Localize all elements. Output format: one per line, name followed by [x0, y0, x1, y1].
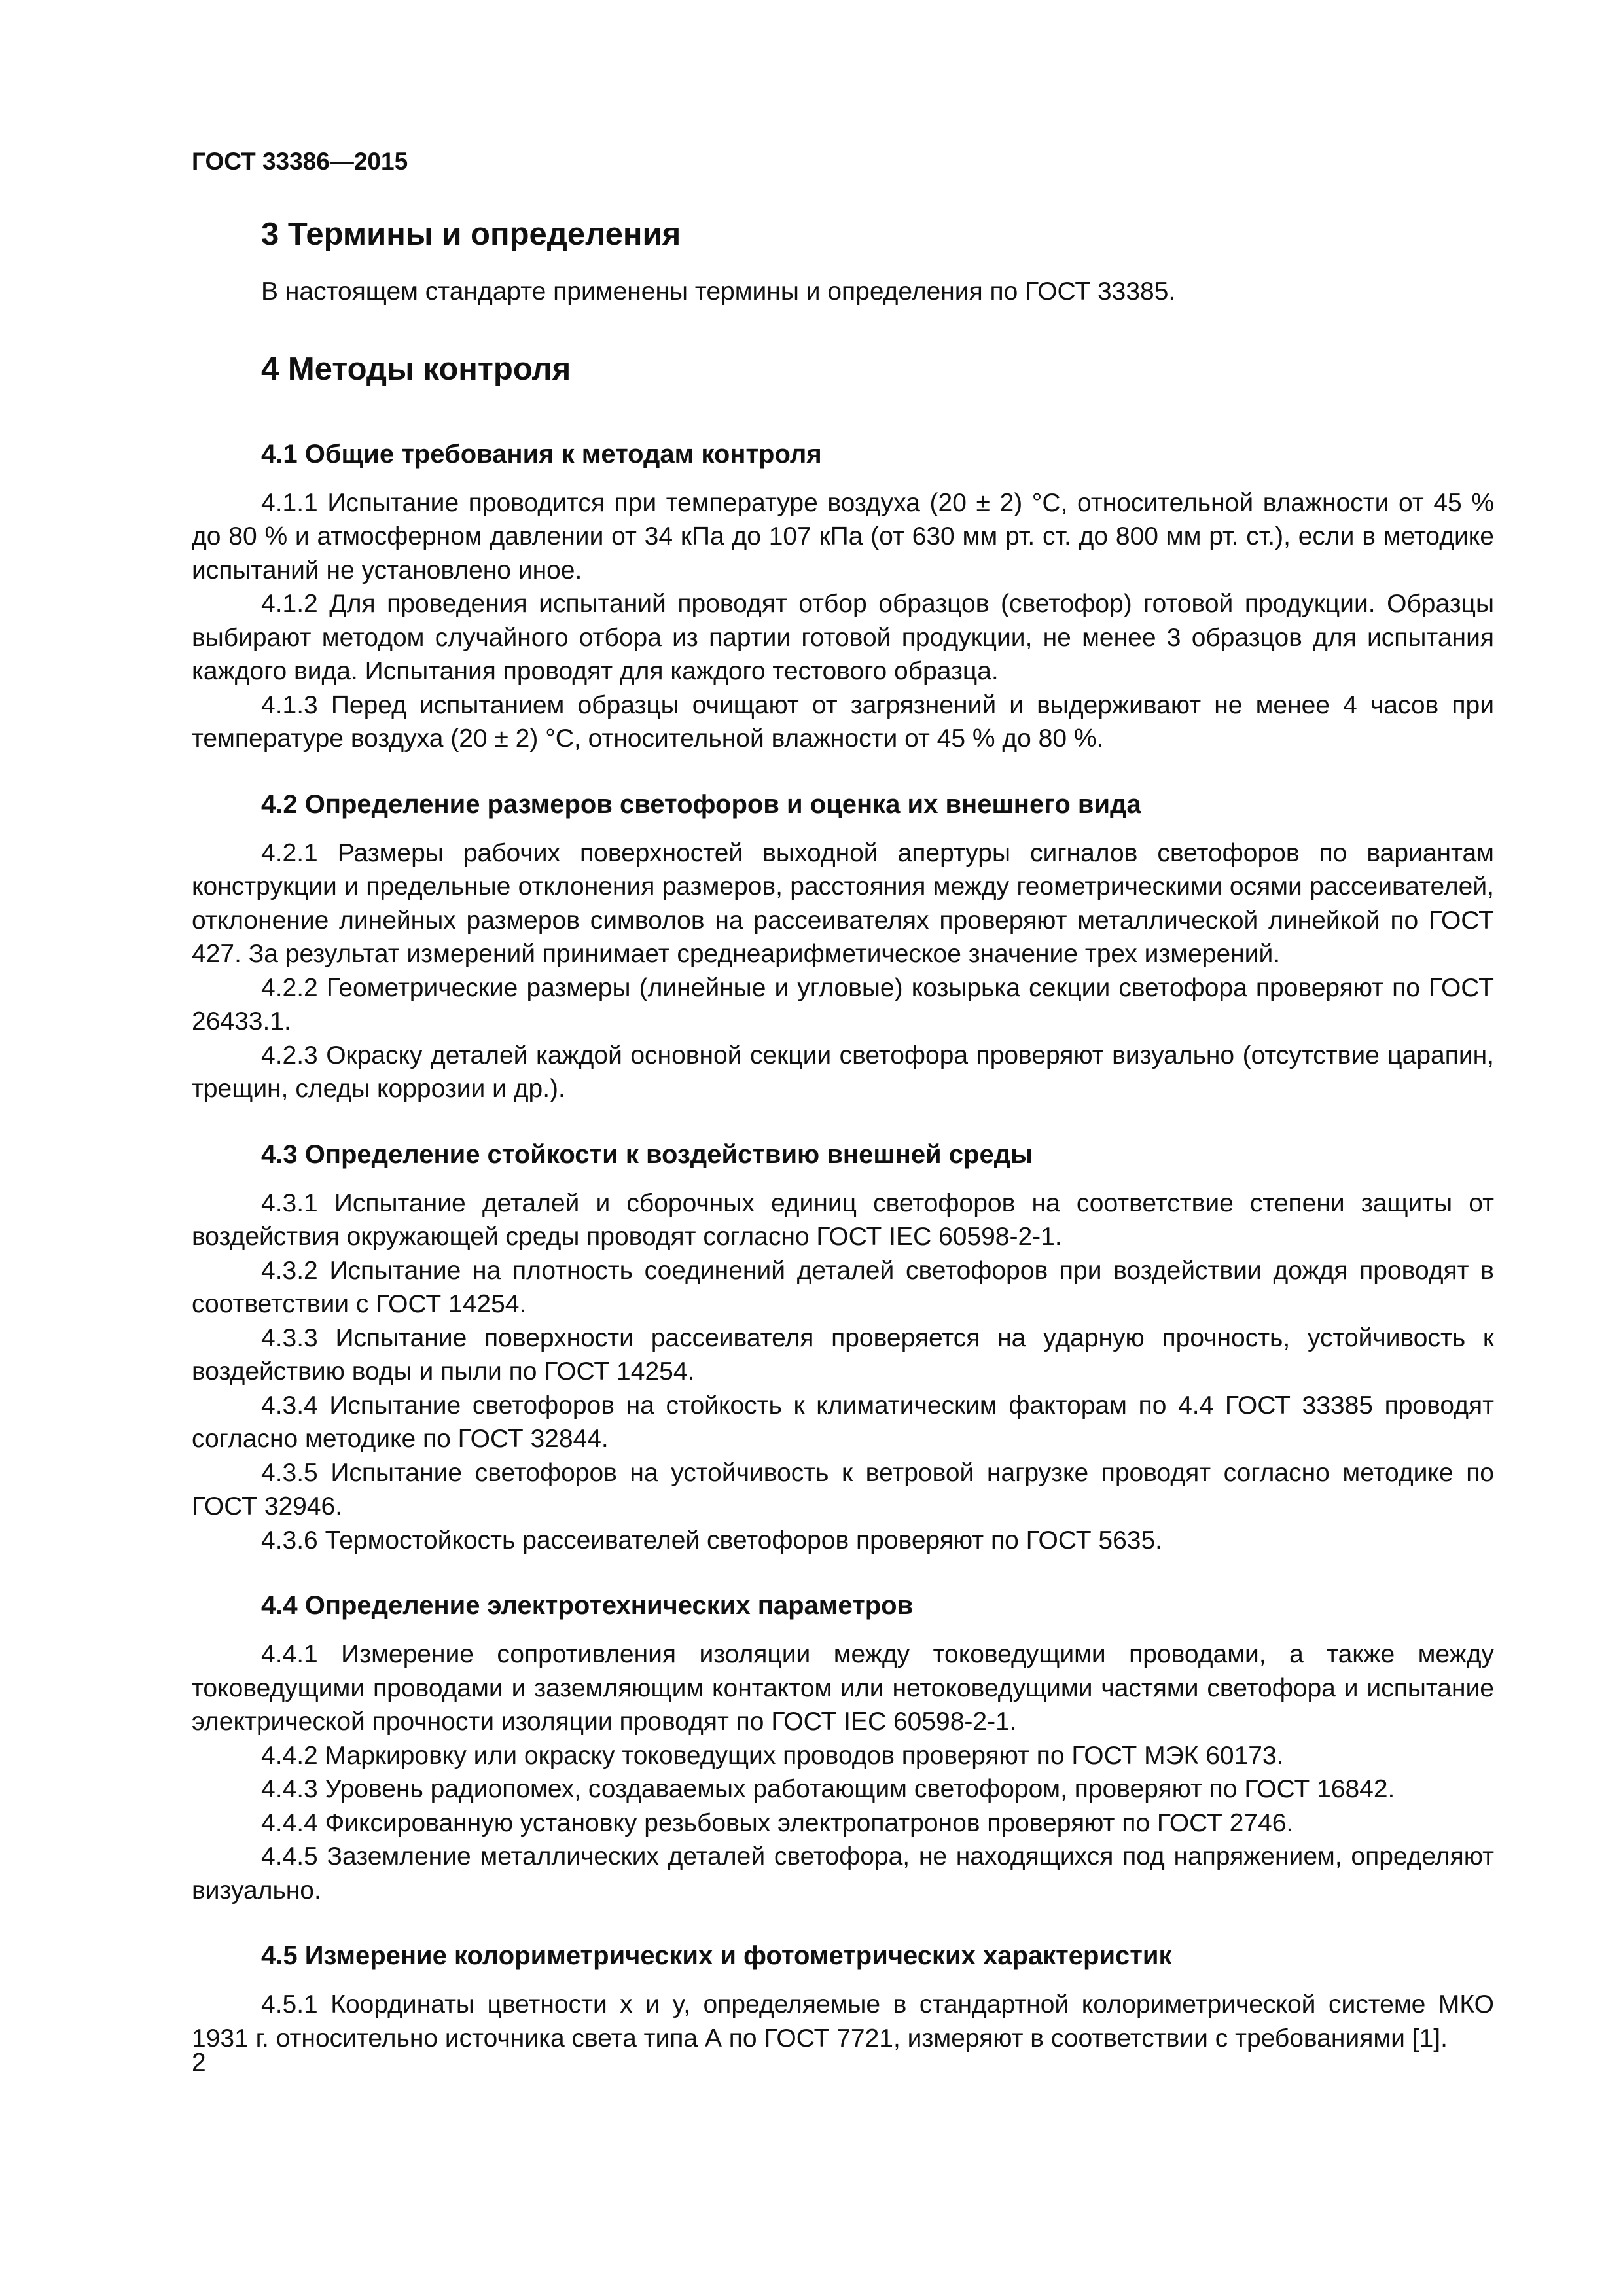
paragraph-4-3-6: 4.3.6 Термостойкость рассеивателей светофоров проверяют по ГОСТ 5635.	[261, 1526, 1163, 1554]
subsection-4-4-title: 4.4 Определение электротехнических параметров	[261, 1591, 914, 1620]
paragraph-4-3-1: 4.3.1 Испытание деталей и сборочных единиц светофоров на соответствие степени защиты от воздействия окружающей среды проводят согласно ГОСТ IEC 60598-2-1.	[192, 1189, 1494, 1251]
paragraph-4-3-4: 4.3.4 Испытание светофоров на стойкость к климатическим факторам по 4.4 ГОСТ 33385 проводят согласно методике по ГОСТ 32844.	[192, 1391, 1494, 1453]
paragraph-4-4-2: 4.4.2 Маркировку или окраску токоведущих проводов проверяют по ГОСТ МЭК 60173.	[261, 1741, 1284, 1770]
section-3-text: В настоящем стандарте применены термины и определения по ГОСТ 33385.	[261, 278, 1176, 306]
page-content	[192, 216, 1494, 2055]
paragraph-4-2-3: 4.2.3 Окраску деталей каждой основной секции светофора проверяют визуально (отсутствие царапин, трещин, следы коррозии и др.).	[192, 1041, 1494, 1103]
paragraph-4-2-2: 4.2.2 Геометрические размеры (линейные и угловые) козырька секции светофора проверяют по ГОСТ 26433.1.	[192, 973, 1494, 1035]
paragraph-4-1-3: 4.1.3 Перед испытанием образцы очищают от загрязнений и выдерживают не менее 4 часов при температуре воздуха (20 ± 2) °C, относительной влажности от 45 % до 80 %.	[192, 691, 1494, 753]
subsection-4-2-title: 4.2 Определение размеров светофоров и оценка их внешнего вида	[261, 789, 1141, 819]
paragraph-4-3-5: 4.3.5 Испытание светофоров на устойчивость к ветровой нагрузке проводят согласно методике по ГОСТ 32946.	[192, 1458, 1494, 1520]
section-4-title: 4 Методы контроля	[261, 351, 571, 387]
document-header: ГОСТ 33386—2015	[192, 148, 408, 175]
paragraph-4-4-3: 4.4.3 Уровень радиопомех, создаваемых работающим светофором, проверяют по ГОСТ 16842.	[261, 1775, 1395, 1803]
paragraph-4-4-5: 4.4.5 Заземление металлических деталей светофора, не находящихся под напряжением, определяют визуально.	[192, 1842, 1494, 1905]
page-number: 2	[192, 2049, 206, 2077]
paragraph-4-1-2: 4.1.2 Для проведения испытаний проводят отбор образцов (светофор) готовой продукции. Образцы выбирают методом случайного отбора из партии готовой продукции, не менее 3 образцов для испытания каждого вида. Испытания проводят для каждого тестового образца.	[192, 590, 1494, 685]
paragraph-4-3-3: 4.3.3 Испытание поверхности рассеивателя проверяется на ударную прочность, устойчивость к воздействию воды и пыли по ГОСТ 14254.	[192, 1323, 1494, 1386]
paragraph-4-3-2: 4.3.2 Испытание на плотность соединений деталей светофоров при воздействии дождя проводят в соответствии с ГОСТ 14254.	[192, 1256, 1494, 1318]
subsection-4-5-title: 4.5 Измерение колориметрических и фотометрических характеристик	[261, 1941, 1172, 1970]
subsection-4-3-title: 4.3 Определение стойкости к воздействию внешней среды	[261, 1139, 1033, 1169]
section-3-title: 3 Термины и определения	[261, 217, 681, 252]
subsection-4-1-title: 4.1 Общие требования к методам контроля	[261, 439, 822, 469]
paragraph-4-4-4: 4.4.4 Фиксированную установку резьбовых электропатронов проверяют по ГОСТ 2746.	[261, 1808, 1294, 1837]
paragraph-4-2-1: 4.2.1 Размеры рабочих поверхностей выходной апертуры сигналов светофоров по вариантам конструкции и предельные отклонения размеров, расстояния между геометрическими осями рассеивателей, отклонение линейных размеров символов на рассеивателях проверяют металлической линейкой по ГОСТ 427. За результат измерений принимает среднеарифметическое значение трех измерений.	[192, 838, 1494, 968]
paragraph-4-5-1: 4.5.1 Координаты цветности x и y, определяемые в стандартной колориметрической системе МКО 1931 г. относительно источника света типа А по ГОСТ 7721, измеряют в соответствии с требованиями [1].	[192, 1990, 1494, 2053]
paragraph-4-4-1: 4.4.1 Измерение сопротивления изоляции между токоведущими проводами, а также между токоведущими проводами и заземляющим контактом или нетоковедущими частями светофора и испытание электрической прочности изоляции проводят по ГОСТ IEC 60598-2-1.	[192, 1640, 1494, 1736]
paragraph-4-1-1: 4.1.1 Испытание проводится при температуре воздуха (20 ± 2) °C, относительной влажности от 45 % до 80 % и атмосферном давлении от 34 кПа до 107 кПа (от 630 мм рт. ст. до 800 мм рт. ст.), если в методике испытаний не установлено иное.	[192, 488, 1494, 584]
